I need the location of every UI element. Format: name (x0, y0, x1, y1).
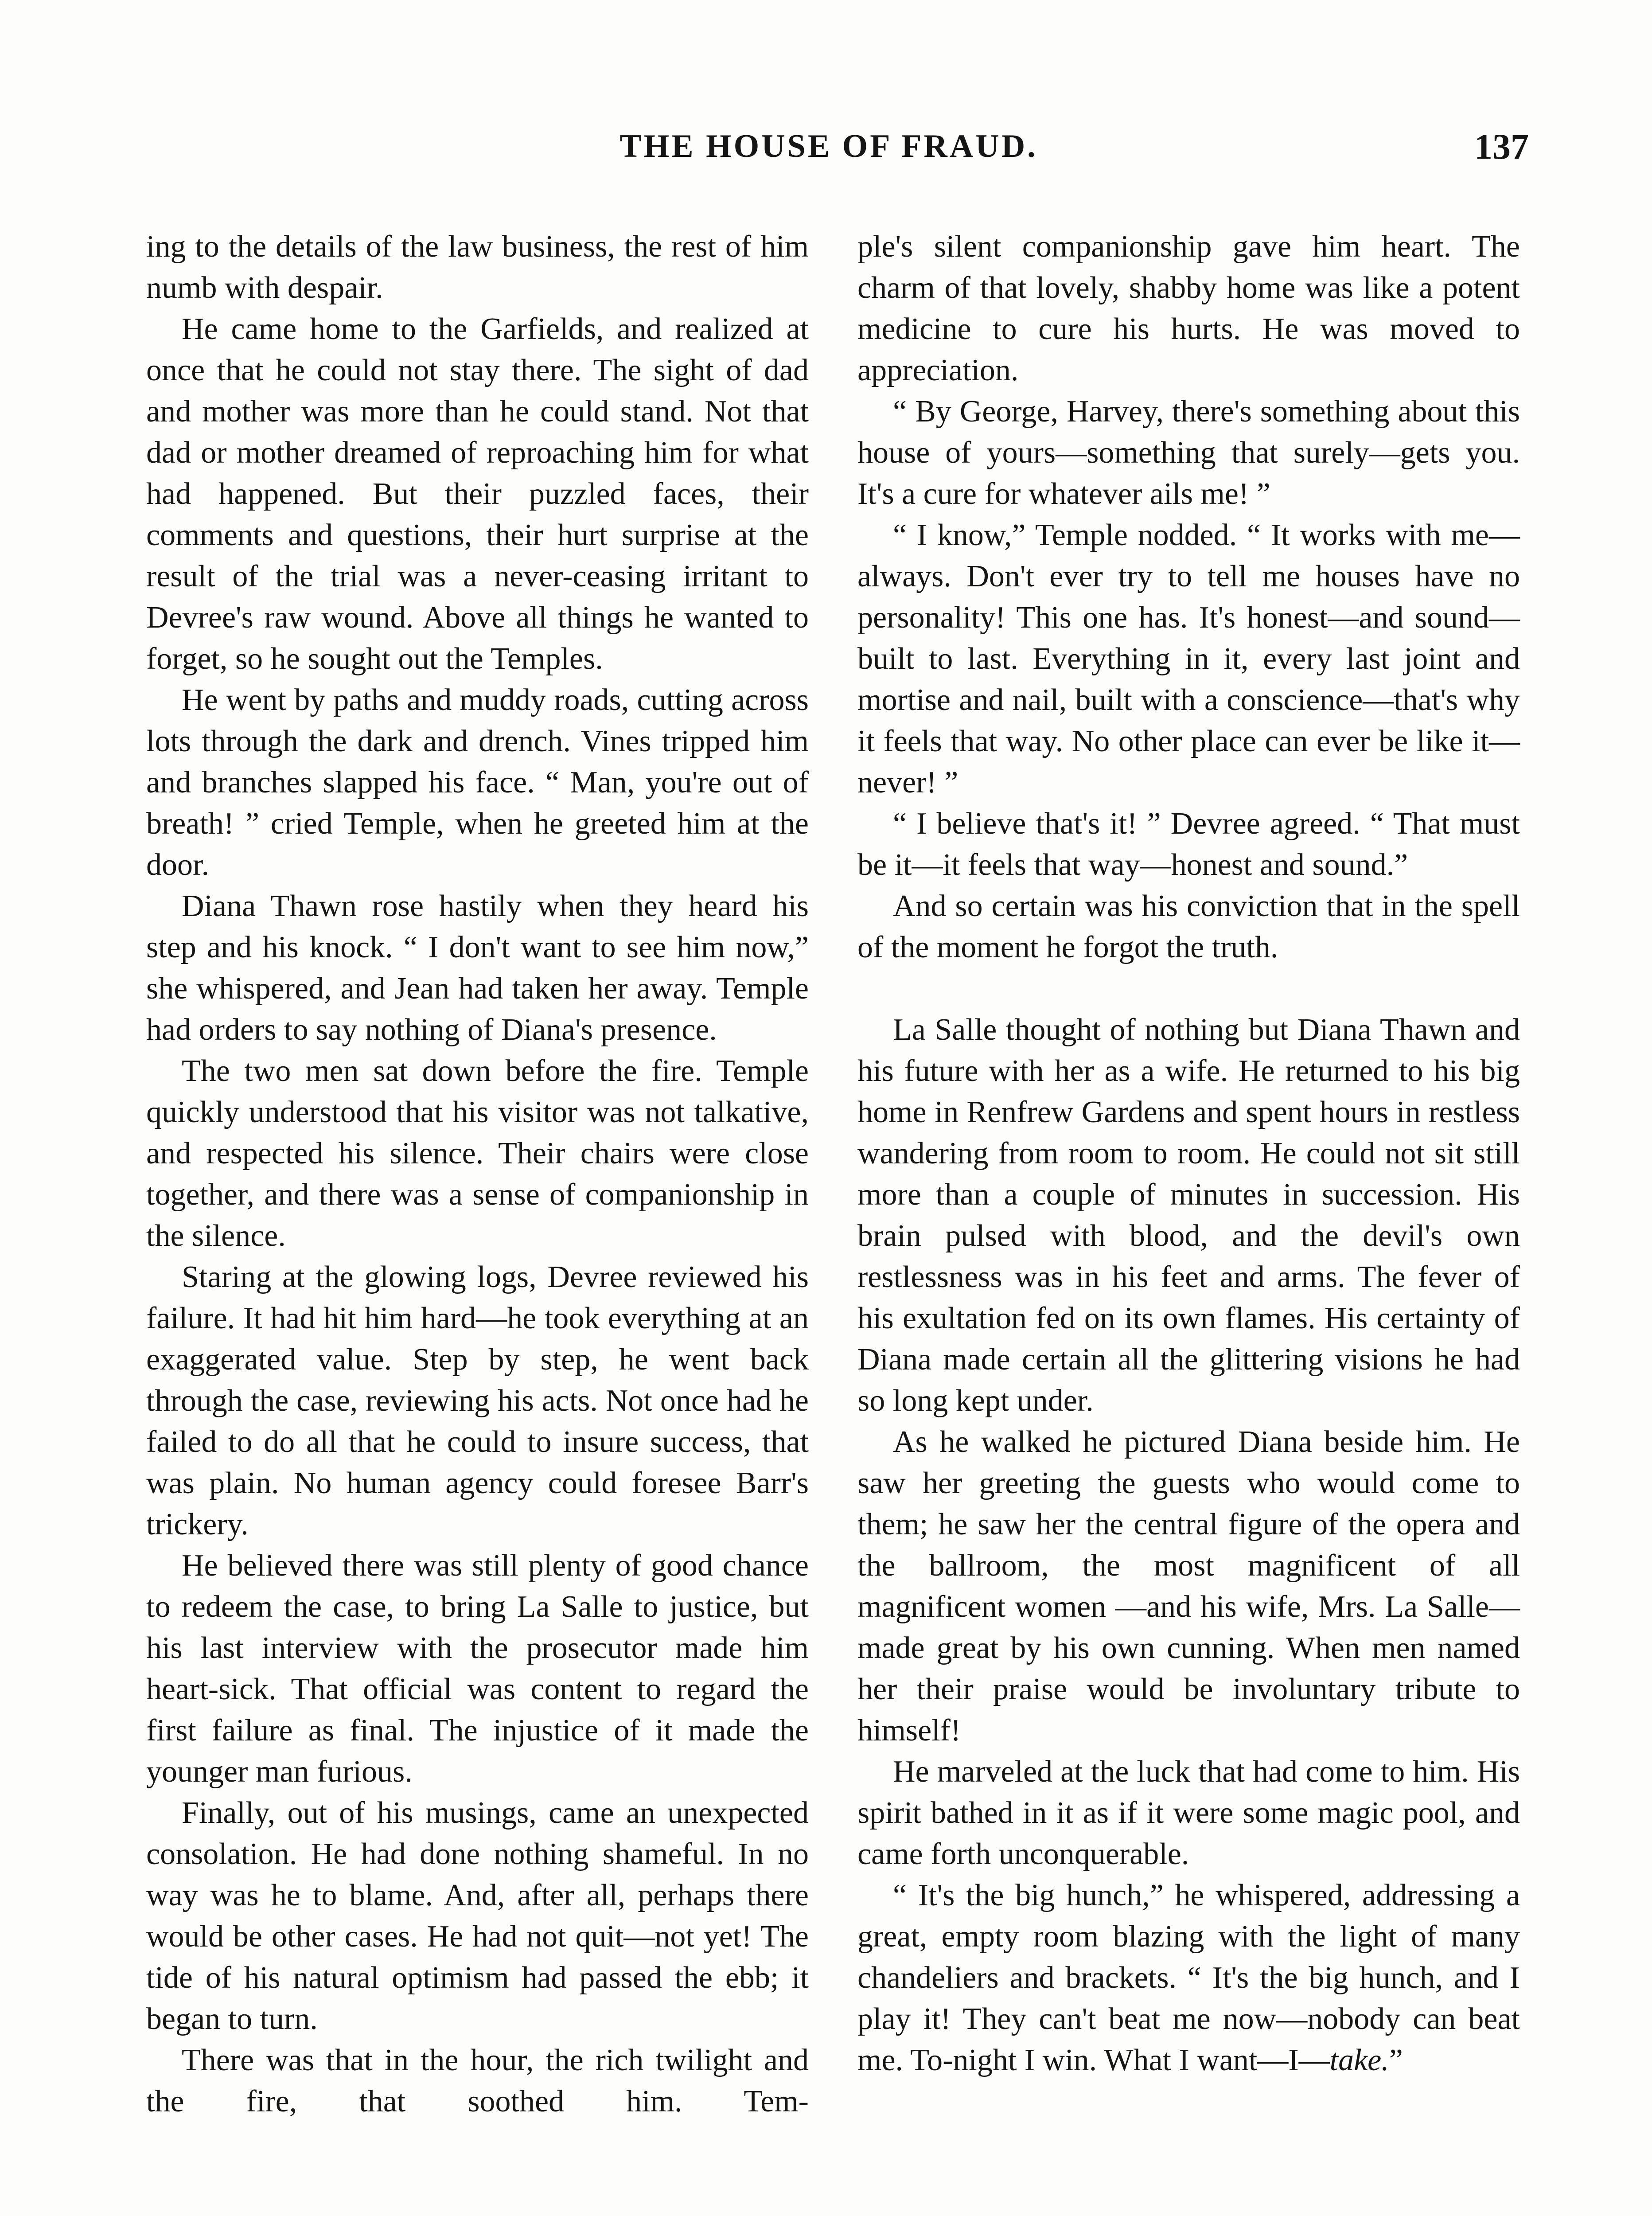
running-title: THE HOUSE OF FRAUD. (620, 128, 1038, 164)
closing-quote: ” (1389, 2043, 1403, 2077)
paragraph-text: “ It's the big hunch,” he whispered, addressing a great, empty room blazing with the light of many chandeliers and brackets. “ It's the big hunch, and I play it! They can't beat me now—nobody can beat me. To-night I win. What I want—I— (857, 1878, 1520, 2077)
emphasis-word: take. (1329, 2043, 1389, 2077)
final-paragraph (857, 1875, 1520, 2081)
paragraph: He came home to the Garfields, and realized at once that he could not stay there. The sight of dad and mother was more than he could stand. Not that dad or mother dreamed of reproaching him for what had happened. But their puzzled faces, their comments and questions, their hurt surprise at the result of the trial was a never-ceasing irritant to Devree's raw wound. Above all things he wanted to forget, so he sought out the Temples. (146, 312, 809, 676)
paragraph: ing to the details of the law business, the rest of him numb with despair. (146, 230, 809, 305)
paragraph: La Salle thought of nothing but Diana Thawn and his future with her as a wife. He returned to his big home in Renfrew Gardens and spent hours in restless wandering from room to room. He could not sit still more than a couple of minutes in succession. His brain pulsed with blood, and the devil's own restlessness was in his feet and arms. The fever of his exultation fed on its own flames. His certainty of Diana made certain all the glittering visions he had so long kept under. (857, 1013, 1520, 1418)
paragraph: “ By George, Harvey, there's something about this house of yours—something that surely—gets you. It's a cure for whatever ails me! ” (857, 394, 1520, 511)
paragraph: Staring at the glowing logs, Devree reviewed his failure. It had hit him hard—he took everything at an exaggerated value. Step by step, he went back through the case, reviewing his acts. Not once had he failed to do all that he could to insure success, that was plain. No human agency could foresee Barr's trickery. (146, 1260, 809, 1541)
right-column (857, 226, 1520, 2081)
paragraph: ple's silent companionship gave him heart. The charm of that lovely, shabby home was like a potent medicine to cure his hurts. He was moved to appreciation. (857, 230, 1520, 387)
page-header (129, 128, 1529, 194)
paragraph: As he walked he pictured Diana beside him. He saw her greeting the guests who would come to them; he saw her the central figure of the opera and the ballroom, the most magnificent of all magnificent women —and his wife, Mrs. La Salle—made great by his own cunning. When men named her their praise would be involuntary tribute to himself! (857, 1425, 1520, 1748)
paragraph: Finally, out of his musings, came an unexpected consolation. He had done nothing shameful. In no way was he to blame. And, after all, perhaps there would be other cases. He had not quit—not yet! The tide of his natural optimism had passed the ebb; it began to turn. (146, 1796, 809, 2036)
left-column (146, 226, 809, 2122)
paragraph: He believed there was still plenty of good chance to redeem the case, to bring La Salle to justice, but his last interview with the prosecutor made him heart-sick. That official was content to regard the first failure as final. The injustice of it made the younger man furious. (146, 1549, 809, 1789)
paragraph: Diana Thawn rose hastily when they heard his step and his knock. “ I don't want to see him now,” she whispered, and Jean had taken her away. Temple had orders to say nothing of Diana's presence. (146, 889, 809, 1047)
paragraph: He went by paths and muddy roads, cutting across lots through the dark and drench. Vines tripped him and branches slapped his face. “ Man, you're out of breath! ” cried Temple, when he greeted him at the door. (146, 683, 809, 882)
section-break (857, 968, 1520, 1009)
paragraph: There was that in the hour, the rich twilight and the fire, that soothed him. Tem- (146, 2043, 809, 2118)
paragraph: And so certain was his conviction that in the spell of the moment he forgot the truth. (857, 889, 1520, 964)
page-number: 137 (1474, 126, 1529, 167)
paragraph: “ I know,” Temple nodded. “ It works with me—always. Don't ever try to tell me houses have no personality! This one has. It's honest—and sound—built to last. Everything in it, every last joint and mortise and nail, built with a conscience—that's why it feels that way. No other place can ever be like it—never! ” (857, 518, 1520, 800)
paragraph: “ I believe that's it! ” Devree agreed. “ That must be it—it feels that way—honest and sound.” (857, 807, 1520, 882)
paragraph: The two men sat down before the fire. Temple quickly understood that his visitor was not talkative, and respected his silence. Their chairs were close together, and there was a sense of companionship in the silence. (146, 1054, 809, 1253)
paragraph: He marveled at the luck that had come to him. His spirit bathed in it as if it were some magic pool, and came forth unconquerable. (857, 1755, 1520, 1871)
